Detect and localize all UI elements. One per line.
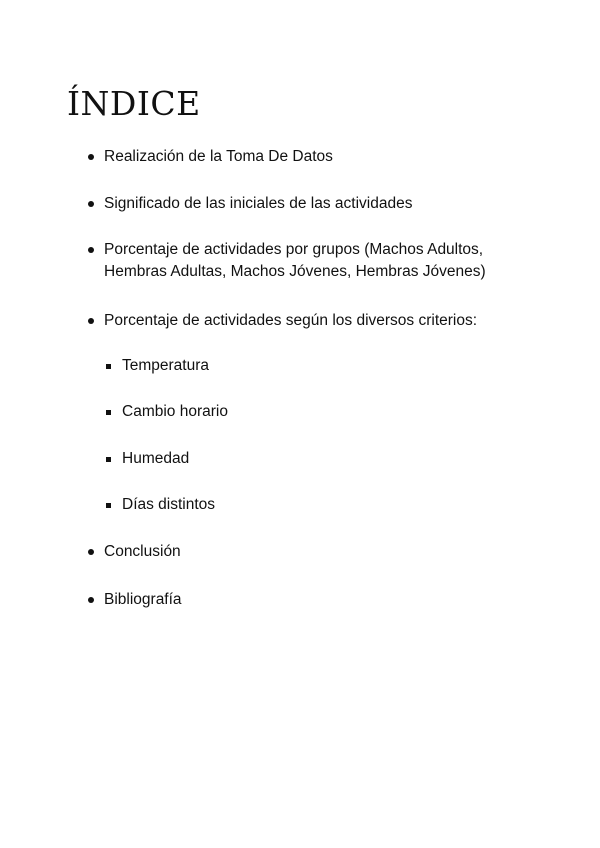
- sublist-item-cambio-horario: Cambio horario: [122, 403, 228, 420]
- sublist-item-dias-distintos: Días distintos: [122, 496, 216, 513]
- list-item-toma-de-datos: Realización de la Toma De Datos: [104, 148, 333, 165]
- square-bullet-icon: [106, 364, 111, 369]
- list-item-line: Porcentaje de actividades por grupos (Machos Adultos,: [104, 241, 484, 258]
- bullet-icon: [88, 247, 94, 253]
- sublist-item-humedad: Humedad: [122, 450, 190, 467]
- bullet-icon: [88, 318, 94, 324]
- square-bullet-icon: [106, 503, 111, 508]
- list-item-significado-iniciales: Significado de las iniciales de las actividades: [104, 195, 413, 212]
- list-item-porcentaje-grupos: [104, 239, 544, 283]
- list-item-line: Hembras Adultas, Machos Jóvenes, Hembras Jóvenes): [104, 263, 486, 280]
- square-bullet-icon: [106, 410, 111, 415]
- sublist-item-temperatura: Temperatura: [122, 357, 210, 374]
- square-bullet-icon: [106, 457, 111, 462]
- bullet-icon: [88, 154, 94, 160]
- list-item-conclusion: Conclusión: [104, 543, 181, 560]
- page-title: ÍNDICE: [67, 84, 201, 123]
- bullet-icon: [88, 549, 94, 555]
- list-item-bibliografia: Bibliografía: [104, 591, 182, 608]
- list-item-porcentaje-criterios: Porcentaje de actividades según los diversos criterios:: [104, 312, 478, 329]
- bullet-icon: [88, 201, 94, 207]
- bullet-icon: [88, 597, 94, 603]
